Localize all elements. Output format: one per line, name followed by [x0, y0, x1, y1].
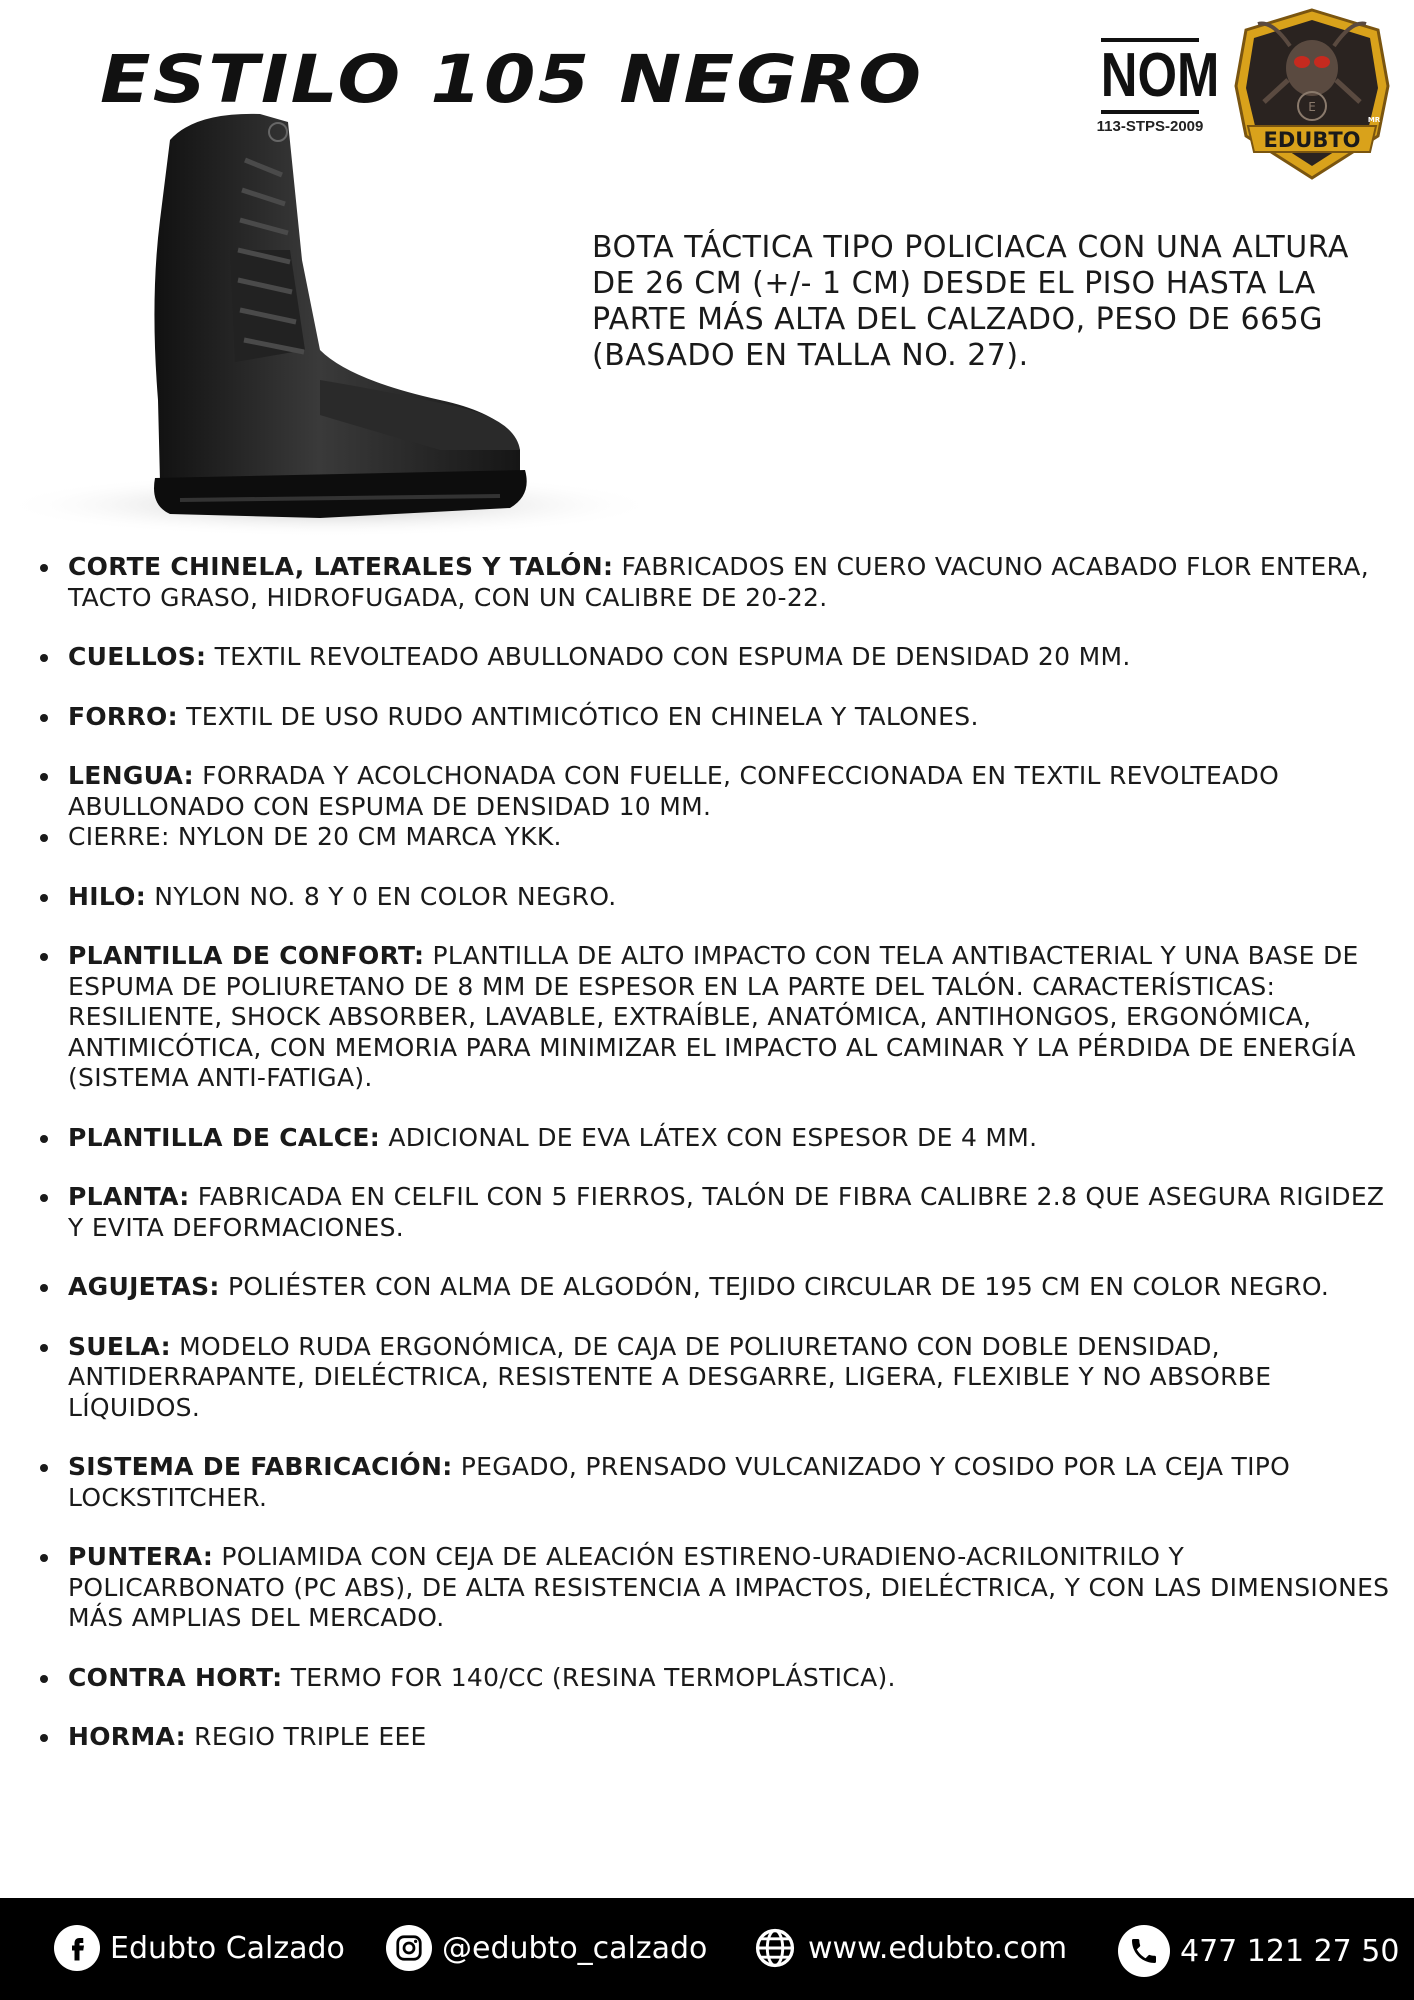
spec-text: FABRICADA EN CELFIL CON 5 FIERROS, TALÓN DE FIBRA CALIBRE 2.8 QUE ASEGURA RIGIDEZ Y EVITA DEFORMACIONES. — [68, 1182, 1385, 1242]
spec-item — [34, 761, 1394, 822]
spec-text: PLANTILLA DE ALTO IMPACTO CON TELA ANTIBACTERIAL Y UNA BASE DE ESPUMA DE POLIURETANO DE 8 MM DE ESPESOR EN LA PARTE DEL TALÓN. CARACTERÍSTICAS: RESILIENTE, SHOCK ABSORBER, LAVABLE, EXTRAÍBLE, ANATÓMICA, ANTIHONGOS, ERGONÓMICA, ANTIMICÓTICA, CON MEMORIA PARA MINIMIZAR EL IMPACTO AL CAMINAR Y LA PÉRDIDA DE ENERGÍA (SISTEMA ANTI-FATIGA). — [68, 941, 1359, 1092]
spec-text: MODELO RUDA ERGONÓMICA, DE CAJA DE POLIURETANO CON DOBLE DENSIDAD, ANTIDERRAPANTE, DIELÉCTRICA, RESISTENTE A DESGARRE, LIGERA, FLEXIBLE Y NO ABSORBE LÍQUIDOS. — [68, 1331, 1272, 1422]
spec-label: HILO: — [68, 881, 147, 911]
spec-list — [34, 552, 1394, 1898]
spec-text: PEGADO, PRENSADO VULCANIZADO Y COSIDO POR LA CEJA TIPO LOCKSTITCHER. — [68, 1452, 1291, 1512]
spec-text: REGIO TRIPLE EEE — [185, 1722, 427, 1751]
phone-icon — [1118, 1925, 1170, 1977]
edubto-logo — [1228, 6, 1396, 184]
svg-text:E: E — [1308, 100, 1316, 114]
facebook-handle: Edubto Calzado — [110, 1930, 345, 1966]
spec-text: ADICIONAL DE EVA LÁTEX CON ESPESOR DE 4 MM. — [380, 1122, 1038, 1152]
instagram-contact[interactable] — [386, 1925, 707, 1971]
spec-label: LENGUA: — [68, 761, 194, 790]
spec-item — [34, 1663, 1394, 1694]
spec-item — [34, 1123, 1394, 1154]
spec-label: CORTE CHINELA, LATERALES Y TALÓN: — [68, 552, 614, 581]
page-title: ESTILO 105 NEGRO — [100, 41, 924, 118]
website-url: www.edubto.com — [808, 1930, 1068, 1966]
spec-text: CIERRE: NYLON DE 20 CM MARCA YKK. — [68, 822, 562, 851]
spec-label: SISTEMA DE FABRICACIÓN: — [68, 1452, 453, 1481]
spec-text: NYLON NO. 8 Y 0 EN COLOR NEGRO. — [146, 881, 617, 911]
spec-label: CONTRA HORT: — [68, 1662, 283, 1692]
globe-icon — [752, 1925, 798, 1971]
spec-item — [34, 941, 1394, 1094]
tactical-boot-image — [20, 100, 660, 540]
phone-number: 477 121 27 50 — [1180, 1933, 1400, 1969]
spec-item — [34, 1722, 1394, 1753]
nom-code: 113-STPS-2009 — [1096, 118, 1204, 135]
nom-label: NOM — [1100, 41, 1220, 110]
spec-label: PLANTILLA DE CONFORT: — [68, 941, 425, 970]
instagram-icon — [386, 1925, 432, 1971]
spec-label: HORMA: — [68, 1722, 186, 1751]
spec-item — [34, 1452, 1394, 1513]
spec-item — [34, 1332, 1394, 1424]
spec-label: FORRO: — [68, 701, 178, 731]
instagram-handle: @edubto_calzado — [442, 1930, 708, 1966]
nom-certification-badge — [1090, 38, 1220, 135]
spec-label: PUNTERA: — [68, 1542, 214, 1571]
spec-text: TERMO FOR 140/CC (RESINA TERMOPLÁSTICA). — [282, 1662, 896, 1692]
nom-bottom-rule — [1101, 110, 1199, 114]
spec-item — [34, 642, 1394, 673]
spec-label: PLANTA: — [68, 1182, 190, 1211]
logo-brand-text: EDUBTO — [1263, 128, 1361, 152]
spec-text: POLIÉSTER CON ALMA DE ALGODÓN, TEJIDO CIRCULAR DE 195 CM EN COLOR NEGRO. — [219, 1272, 1330, 1301]
spec-text: FORRADA Y ACOLCHONADA CON FUELLE, CONFECCIONADA EN TEXTIL REVOLTEADO ABULLONADO CON ESPUMA DE DENSIDAD 10 MM. — [68, 761, 1280, 821]
spec-label: AGUJETAS: — [68, 1272, 220, 1301]
phone-contact[interactable] — [1118, 1925, 1399, 1977]
spec-item — [34, 1182, 1394, 1243]
spec-item — [34, 552, 1394, 613]
spec-label: PLANTILLA DE CALCE: — [68, 1122, 381, 1152]
spec-item — [34, 702, 1394, 733]
product-description: BOTA TÁCTICA TIPO POLICIACA CON UNA ALTURA DE 26 CM (+/- 1 CM) DESDE EL PISO HASTA LA PARTE MÁS ALTA DEL CALZADO, PESO DE 665G (BASADO EN TALLA NO. 27). — [592, 230, 1349, 373]
contact-footer — [0, 1898, 1414, 2000]
logo-registered-mark: MR — [1367, 116, 1381, 124]
spec-text: POLIAMIDA CON CEJA DE ALEACIÓN ESTIRENO-URADIENO-ACRILONITRILO Y POLICARBONATO (PC ABS), DE ALTA RESISTENCIA A IMPACTOS, DIELÉCTRICA, Y CON LAS DIMENSIONES MÁS AMPLIAS DEL MERCADO. — [68, 1542, 1390, 1632]
spec-item — [34, 882, 1394, 913]
spec-text: FABRICADOS EN CUERO VACUNO ACABADO FLOR ENTERA, TACTO GRASO, HIDROFUGADA, CON UN CALIBRE DE 20-22. — [68, 552, 1369, 612]
spec-item — [34, 1542, 1394, 1634]
spec-item — [34, 1272, 1394, 1303]
spec-item — [34, 822, 1394, 853]
spec-text: TEXTIL DE USO RUDO ANTIMICÓTICO EN CHINELA Y TALONES. — [177, 701, 979, 731]
facebook-icon — [54, 1925, 100, 1971]
website-contact[interactable] — [752, 1925, 1067, 1971]
spec-text: TEXTIL REVOLTEADO ABULLONADO CON ESPUMA DE DENSIDAD 20 MM. — [206, 642, 1131, 671]
spec-label: SUELA: — [68, 1331, 171, 1361]
facebook-contact[interactable] — [54, 1925, 345, 1971]
spec-label: CUELLOS: — [68, 642, 207, 671]
